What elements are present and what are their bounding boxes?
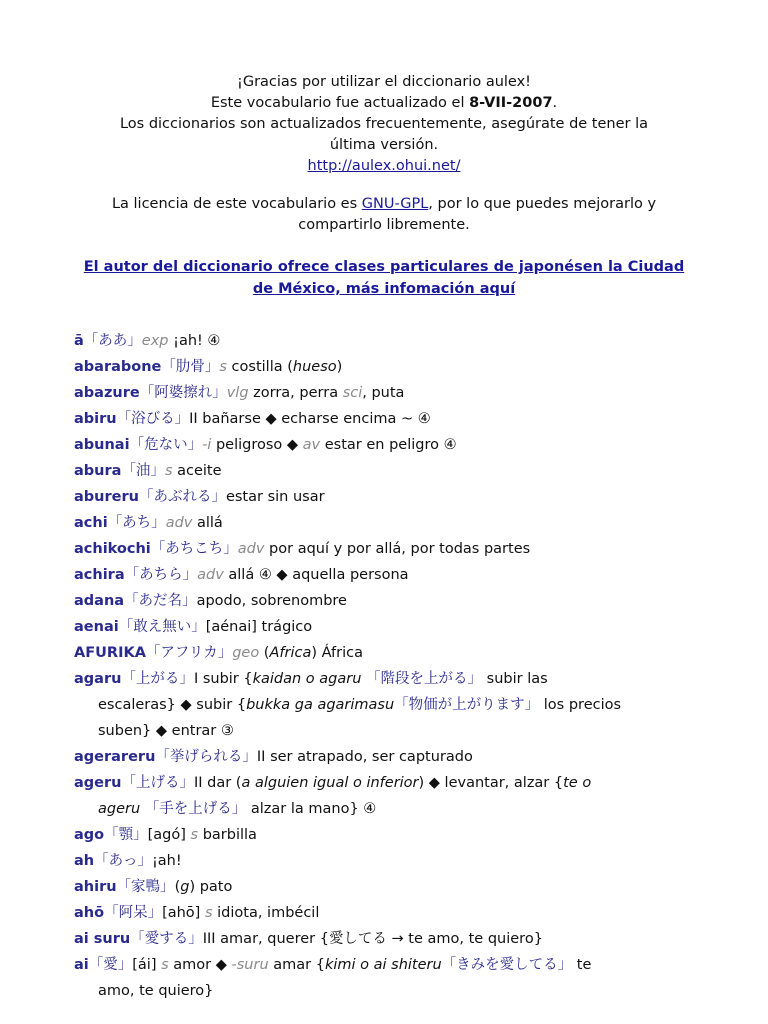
kanji: 「愛する」 (130, 931, 203, 947)
entry-2 (74, 380, 714, 406)
license-line-2: compartirlo libremente. (298, 217, 470, 233)
thanks-line: ¡Gracias por utilizar el diccionario aulex! (237, 74, 531, 90)
definition: por aquí y por allá, por todas partes (264, 541, 531, 557)
entry-aho (74, 900, 714, 926)
definition: ) ◆ levantar, alzar { (418, 775, 564, 791)
headword: AFURIKA (74, 645, 146, 661)
entry-agaru (74, 666, 714, 744)
example-romaji: kimi o ai shiteru (324, 957, 442, 973)
promo-link[interactable] (64, 256, 704, 300)
kanji: 「アフリカ」 (145, 645, 233, 661)
definition: estar sin usar (225, 489, 325, 505)
update-date: 8-VII-2007 (469, 95, 553, 111)
kanji: 「油」 (121, 463, 165, 479)
definition-end: barbilla (198, 827, 257, 843)
category: s (190, 827, 199, 843)
definition: te (572, 957, 592, 973)
definition: allá (192, 515, 223, 531)
definition: aceite (172, 463, 222, 479)
definition: → te amo, te quiero} (386, 931, 543, 947)
update-line (60, 93, 708, 114)
category-2: -suru (231, 957, 269, 973)
kanji: 「顎」 (104, 827, 148, 843)
definition-end: , puta (362, 385, 405, 401)
kanji: 「浴びる」 (116, 411, 190, 427)
license-text-2: , por lo que puedes mejorarlo y (428, 196, 657, 212)
headword: ai (74, 957, 89, 973)
example-romaji: te o (563, 775, 592, 791)
kanji: 「敢え無い」 (118, 619, 206, 635)
definition: I subir { (193, 671, 253, 687)
kanji: 「あっ」 (94, 853, 152, 869)
definition: los precios (539, 697, 622, 713)
entry-0 (74, 328, 714, 354)
definition: II dar ( (193, 775, 242, 791)
site-link[interactable]: http://aulex.ohui.net/ (307, 158, 461, 174)
kanji: 「あちら」 (124, 567, 198, 583)
license-line (60, 194, 708, 215)
entry-ago (74, 822, 714, 848)
definition: ¡ah! (151, 853, 182, 869)
category: adv (197, 567, 224, 583)
category-2: sci (342, 385, 363, 401)
kanji: 「挙げられる」 (155, 749, 257, 765)
entry-ai (74, 952, 714, 1004)
entry-ai-suru (74, 926, 714, 952)
category: exp (141, 333, 169, 349)
header-block (60, 72, 708, 300)
headword: achira (74, 567, 125, 583)
category: -i (202, 437, 212, 453)
example-kanji: 「物価が上がります」 (394, 697, 540, 713)
example-kanji: 「手を上げる」 (140, 801, 247, 817)
headword: ā (74, 333, 84, 349)
headword: agerareru (74, 749, 156, 765)
definition-end: ) pato (189, 879, 233, 895)
definition-italic: a alguien igual o inferior (241, 775, 419, 791)
kanji: 「阿呆」 (104, 905, 163, 921)
kanji: 「ああ」 (83, 333, 142, 349)
headword: ago (74, 827, 105, 843)
headword: ageru (74, 775, 122, 791)
category: s (204, 905, 213, 921)
entry-6 (74, 484, 714, 510)
definition: zorra, perra (248, 385, 343, 401)
definition: II bañarse ◆ echarse encima ~ ④ (189, 411, 431, 427)
kanji: 「あち」 (107, 515, 166, 531)
example-kanji: 愛してる (328, 931, 387, 947)
definition: suben} ◆ entrar ③ (98, 723, 234, 739)
headword: achikochi (74, 541, 151, 557)
update-text: Este vocabulario fue actualizado el (210, 95, 470, 111)
update-note-line: Los diccionarios son actualizados frecuentemente, asegúrate de tener la (119, 116, 649, 132)
definition: III amar, querer { (202, 931, 329, 947)
kanji: 「上がる」 (121, 671, 194, 687)
entry-9 (74, 562, 714, 588)
kanji: 「あちこち」 (150, 541, 238, 557)
headword: abureru (74, 489, 139, 505)
entry-8 (74, 536, 714, 562)
entry-ahiru (74, 874, 714, 900)
definition: [ái] (132, 957, 162, 973)
kanji: 「愛」 (88, 957, 133, 973)
category: vlg (226, 385, 249, 401)
example-romaji: bukka ga agarimasu (246, 697, 395, 713)
definition-end: estar en peligro ④ (320, 437, 457, 453)
category: s (164, 463, 173, 479)
kanji: 「肋骨」 (161, 359, 220, 375)
gpl-link[interactable]: GNU-GPL (361, 196, 429, 212)
entry-5 (74, 458, 714, 484)
headword: ah (74, 853, 95, 869)
definition: [aénai] trágico (205, 619, 313, 635)
entry-11 (74, 614, 714, 640)
example-romaji: kaidan o agaru (252, 671, 362, 687)
entry-3 (74, 406, 714, 432)
update-note-line-2: última versión. (329, 137, 439, 153)
example-kanji: 「階段を上がる」 (366, 671, 483, 687)
definition: alzar la mano} ④ (246, 801, 377, 817)
definition-end: ) (336, 359, 343, 375)
kanji: 「上げる」 (121, 775, 194, 791)
definition: ( (174, 879, 181, 895)
headword: adana (74, 593, 125, 609)
definition: peligroso ◆ (211, 437, 303, 453)
definition: [ahō] (162, 905, 205, 921)
update-end: . (552, 95, 558, 111)
example-kanji: 「きみを愛してる」 (441, 957, 573, 973)
definition: escaleras} ◆ subir { (98, 697, 247, 713)
headword: aenai (74, 619, 119, 635)
definition-italic: hueso (292, 359, 337, 375)
kanji: 「危ない」 (129, 437, 203, 453)
definition-end: ) África (311, 645, 363, 661)
entry-7 (74, 510, 714, 536)
definition: costilla ( (226, 359, 293, 375)
definition: ( (259, 645, 270, 661)
kanji: 「阿婆擦れ」 (139, 385, 227, 401)
kanji: 「家鴨」 (116, 879, 175, 895)
promo-line-2: de México, más infomación aquí (252, 281, 516, 297)
entry-4 (74, 432, 714, 458)
headword: abarabone (74, 359, 162, 375)
headword: achi (74, 515, 108, 531)
entry-ageru (74, 770, 714, 822)
entry-agerareru (74, 744, 714, 770)
category-2: av (302, 437, 321, 453)
definition: [agó] (147, 827, 191, 843)
kanji: 「あだ名」 (124, 593, 197, 609)
definition: ¡ah! ④ (168, 333, 221, 349)
category: s (161, 957, 169, 973)
headword: abiru (74, 411, 117, 427)
definition: apodo, sobrenombre (196, 593, 347, 609)
entry-1 (74, 354, 714, 380)
headword: agaru (74, 671, 122, 687)
example-romaji: ageru (98, 801, 141, 817)
definition-end: idiota, imbécil (212, 905, 320, 921)
headword: ahiru (74, 879, 117, 895)
headword: abazure (74, 385, 140, 401)
entry-ah (74, 848, 714, 874)
license-text: La licencia de este vocabulario es (111, 196, 362, 212)
promo-line-1: El autor del diccionario ofrece clases particulares de japonésen la Ciudad (83, 259, 685, 275)
kanji: 「あぶれる」 (138, 489, 226, 505)
entry-12 (74, 640, 714, 666)
entry-10 (74, 588, 714, 614)
headword: abura (74, 463, 122, 479)
headword: ai suru (74, 931, 131, 947)
category: adv (165, 515, 193, 531)
definition: amo, te quiero} (98, 983, 214, 999)
definition-italic: g (180, 879, 190, 895)
definition-italic: Africa (269, 645, 312, 661)
headword: abunai (74, 437, 130, 453)
definition: amar { (268, 957, 325, 973)
headword: ahō (74, 905, 105, 921)
definition: allá ④ ◆ aquella persona (223, 567, 409, 583)
entry-list (74, 328, 714, 1004)
definition: subir las (482, 671, 548, 687)
definition: II ser atrapado, ser capturado (256, 749, 473, 765)
category: adv (237, 541, 265, 557)
definition: amor ◆ (168, 957, 232, 973)
category: geo (232, 645, 260, 661)
category: s (219, 359, 227, 375)
